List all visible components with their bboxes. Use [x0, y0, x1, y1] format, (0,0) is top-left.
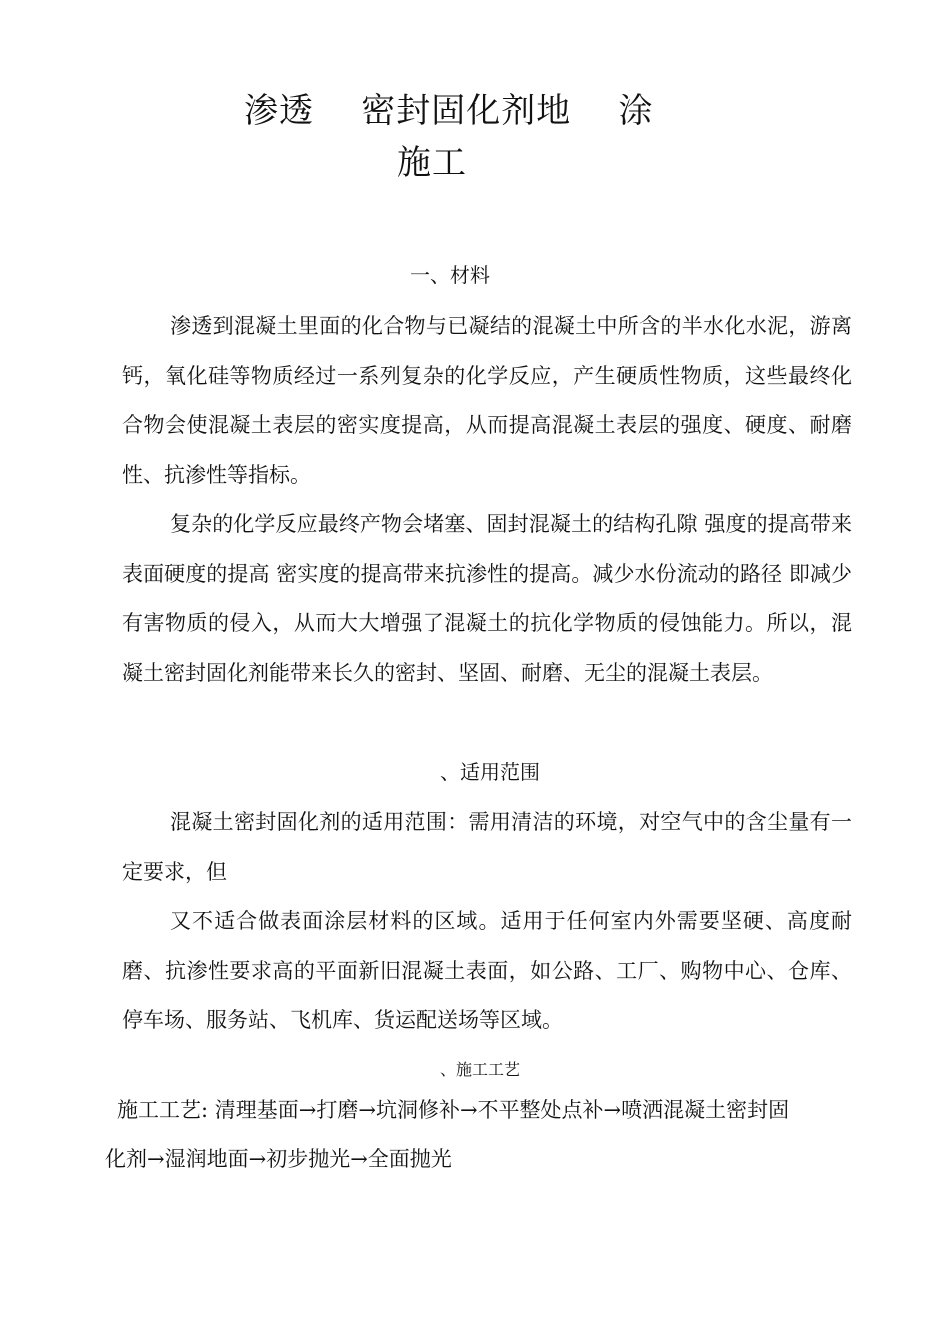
scope-paragraph-1: 混凝土密封固化剂的适用范围：需用清洁的环境，对空气中的含尘量有一定要求，但: [122, 810, 852, 884]
process-steps-line-2: 化剂→湿润地面→初步抛光→全面抛光: [105, 1147, 452, 1171]
section-heading-scope: 、适用范围: [440, 760, 540, 784]
scope-paragraph-2: 又不适合做表面涂层材料的区域。适用于任何室内外需要坚硬、高度耐磨、抗渗性要求高的平面新旧混凝土表面，如公路、工厂、购物中心、仓库、停车场、服务站、飞机库、货运配送场等区域。: [122, 909, 852, 1033]
materials-paragraph-2: 复杂的化学反应最终产物会堵塞、固封混凝土的结构孔隙 强度的提高带来表面硬度的提高 密实度的提高带来抗渗性的提高。减少水份流动的路径 即减少有害物质的侵入，从而大大增强了混凝土的抗化学物质的侵蚀能力。所以，混凝土密封固化剂能带来长久的密封、坚固、耐磨、无尘的混凝土表层。: [122, 512, 852, 686]
process-steps-line-1: 施工工艺: 清理基面→打磨→坑洞修补→不平整处点补→喷洒混凝土密封固: [117, 1098, 790, 1122]
materials-paragraph-1: 渗透到混凝土里面的化合物与已凝结的混凝土中所含的半水化水泥，游离钙，氧化硅等物质经过一系列复杂的化学反应，产生硬质性物质，这些最终化合物会使混凝土表层的密实度提高，从而提高混凝土表层的强度、硬度、耐磨性、抗渗性等指标。: [122, 314, 852, 488]
section-heading-materials: 一、材料: [410, 263, 490, 287]
document-title-line-2: 施工: [397, 143, 467, 183]
document-title-line-1: 渗透 密封固化剂地 涂: [244, 91, 654, 131]
section-heading-process: 、施工工艺: [440, 1060, 521, 1079]
